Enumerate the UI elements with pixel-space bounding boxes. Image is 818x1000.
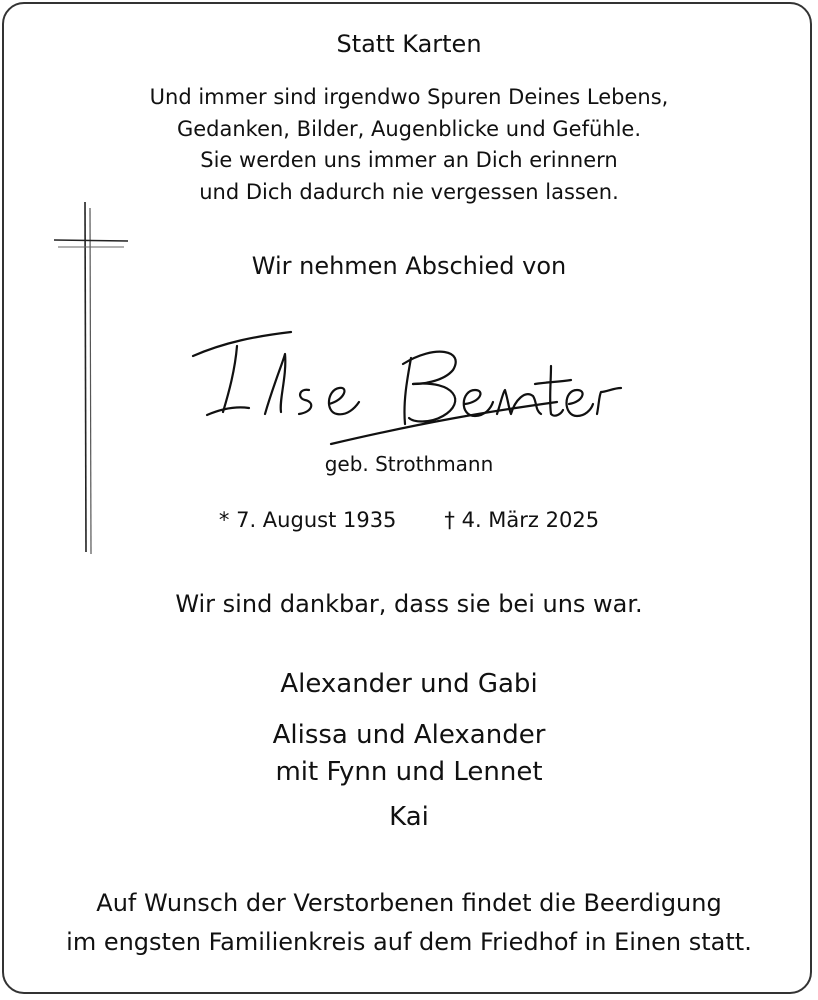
verse-line: Und immer sind irgendwo Spuren Deines Lebens,: [149, 85, 669, 109]
life-dates: [0, 508, 818, 532]
notice-line: Auf Wunsch der Verstorbenen findet die Beerdigung: [96, 889, 722, 917]
birth-date: * 7. August 1935: [218, 508, 397, 532]
funeral-notice: [0, 884, 818, 962]
deceased-name-signature: [185, 320, 635, 450]
mourner-line: mit Fynn und Lennet: [275, 757, 543, 787]
header-title: Statt Karten: [336, 30, 482, 58]
memorial-verse: [0, 82, 818, 208]
mourner-group: Kai: [389, 802, 429, 832]
farewell-intro: Wir nehmen Abschied von: [251, 252, 567, 280]
maiden-name: geb. Strothmann: [324, 452, 494, 476]
mourner-group: Alexander und Gabi: [280, 669, 538, 699]
mourner-group: [0, 717, 818, 791]
verse-line: Sie werden uns immer an Dich erinnern: [200, 148, 618, 172]
gratitude-line: Wir sind dankbar, dass sie bei uns war.: [175, 590, 643, 618]
mourner-line: Alissa und Alexander: [272, 720, 546, 750]
notice-line: im engsten Familienkreis auf dem Friedhof in Einen statt.: [66, 928, 752, 956]
verse-line: und Dich dadurch nie vergessen lassen.: [199, 179, 619, 204]
verse-line: Gedanken, Bilder, Augenblicke und Gefühle.: [176, 116, 642, 141]
death-date: † 4. März 2025: [444, 508, 600, 532]
